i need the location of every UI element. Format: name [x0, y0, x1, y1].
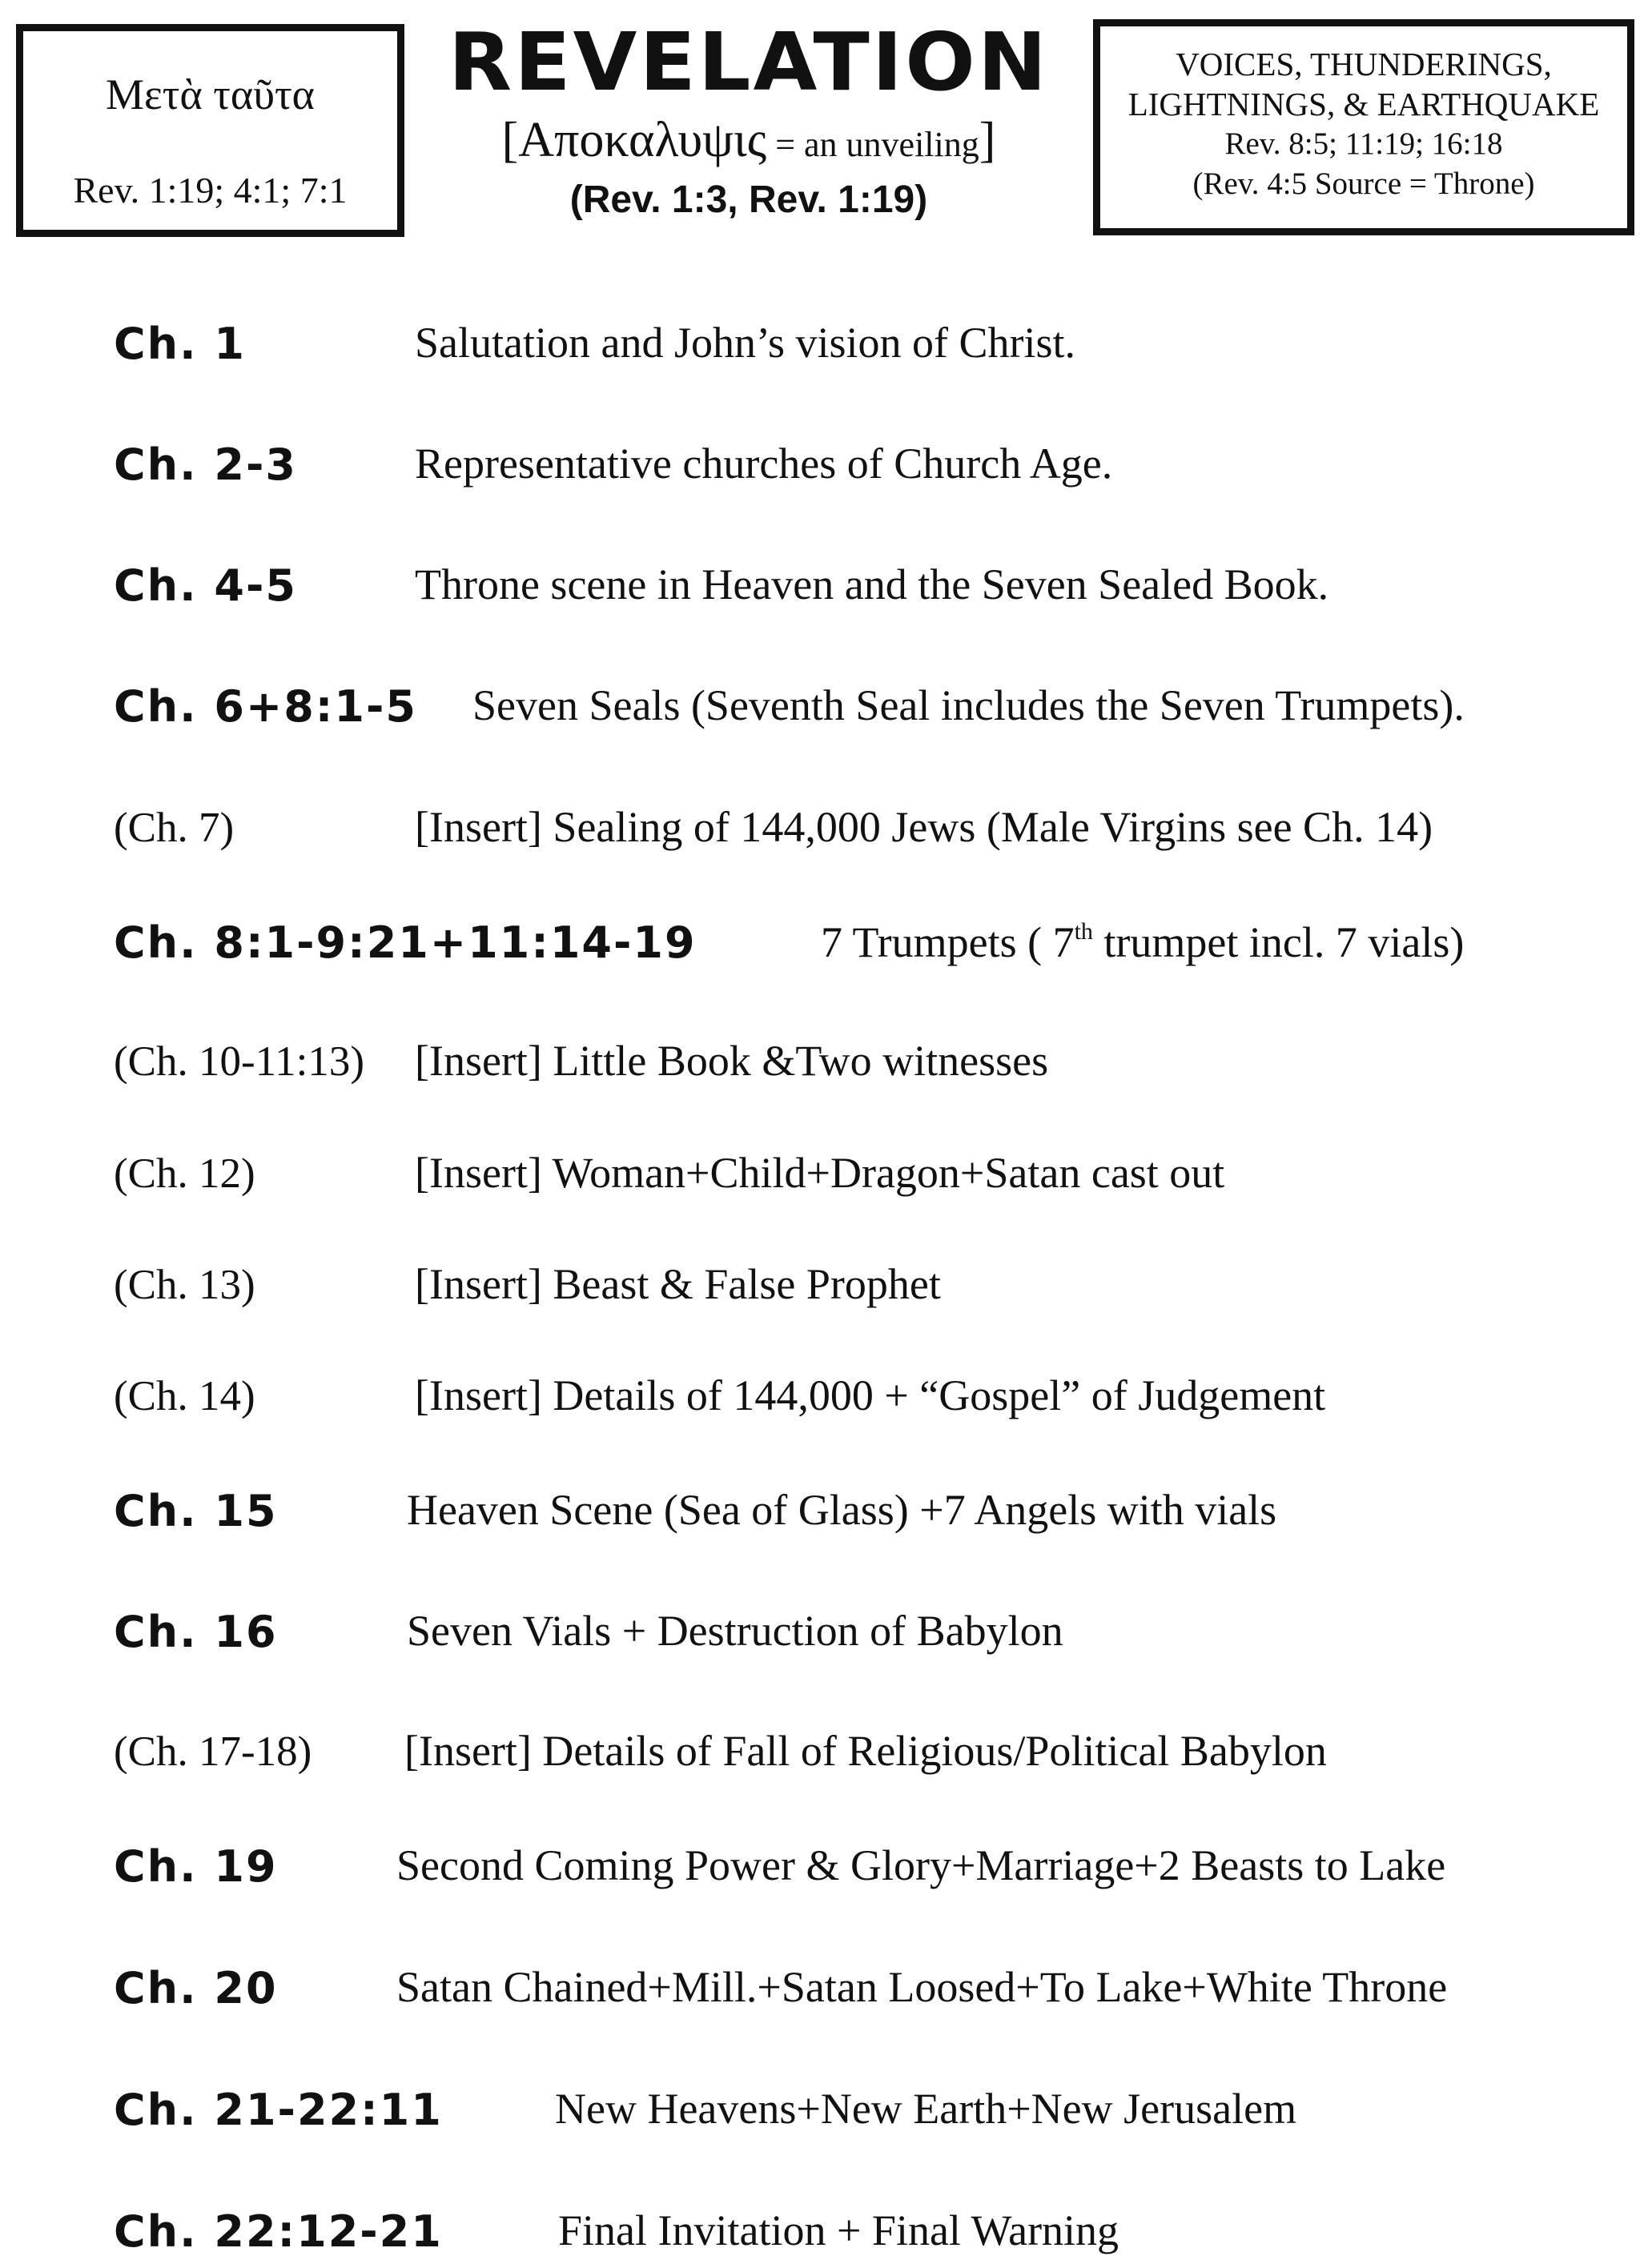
right-box-line-4: (Rev. 4:5 Source = Throne) — [1192, 167, 1535, 201]
outline-row — [0, 679, 1652, 743]
chapter-description: New Heavens+New Earth+New Jerusalem — [555, 2085, 1297, 2133]
subtitle — [444, 112, 1053, 169]
outline-row — [0, 1483, 1652, 1547]
chapter-description: [Insert] Details of 144,000 + “Gospel” of Judgement — [415, 1371, 1326, 1419]
left-box-references: Rev. 1:19; 4:1; 7:1 — [73, 170, 348, 211]
page-title: REVELATION — [448, 15, 1050, 109]
chapter-label: (Ch. 12) — [114, 1150, 255, 1197]
outline-row — [0, 1146, 1652, 1210]
description-part: trumpet incl. 7 vials) — [1092, 918, 1465, 966]
chapter-label: Ch. 20 — [114, 1963, 278, 2013]
chapter-label: (Ch. 7) — [114, 805, 235, 851]
title-references: (Rev. 1:3, Rev. 1:19) — [569, 179, 928, 221]
chapter-label: Ch. 19 — [114, 1841, 278, 1892]
right-box-line-3: Rev. 8:5; 11:19; 16:18 — [1224, 126, 1503, 161]
chapter-description: Final Invitation + Final Warning — [558, 2206, 1119, 2254]
description-part: 7 Trumpets ( 7 — [821, 918, 1075, 966]
outline-row — [0, 801, 1652, 865]
outline-row — [0, 1961, 1652, 2025]
outline-row — [0, 316, 1652, 380]
chapter-label: Ch. 4-5 — [114, 560, 297, 611]
outline-row — [0, 1369, 1652, 1433]
chapter-label: Ch. 1 — [114, 319, 246, 369]
outline-row — [0, 1604, 1652, 1668]
outline-row — [0, 1839, 1652, 1903]
chapter-description: [Insert] Beast & False Prophet — [415, 1260, 941, 1308]
chapter-description: Salutation and John’s vision of Christ. — [415, 319, 1076, 367]
subtitle-meaning: = an unveiling — [766, 125, 979, 164]
header-left-box — [16, 24, 404, 237]
chapter-description: [Insert] Details of Fall of Religious/Political Babylon — [404, 1727, 1327, 1775]
chapter-description: [Insert] Little Book &Two witnesses — [415, 1037, 1049, 1085]
chapter-label: Ch. 6+8:1-5 — [114, 681, 417, 732]
chapter-label: (Ch. 14) — [114, 1373, 255, 1419]
chapter-description: Seven Vials + Destruction of Babylon — [407, 1607, 1063, 1655]
chapter-description: Seven Seals (Seventh Seal includes the Seven Trumpets). — [472, 681, 1465, 729]
subtitle-close-bracket: ] — [979, 113, 996, 167]
chapter-label: Ch. 15 — [114, 1486, 278, 1536]
outline-row — [0, 1724, 1652, 1788]
subtitle-greek-word: Αποκαλυψις — [518, 113, 767, 167]
outline-row — [0, 437, 1652, 501]
outline-row — [0, 915, 1652, 979]
subtitle-open-bracket: [ — [501, 113, 519, 167]
chapter-description: Satan Chained+Mill.+Satan Loosed+To Lake+White Throne — [396, 1963, 1448, 2011]
chapter-label: Ch. 16 — [114, 1607, 278, 1657]
greek-phrase: Μετὰ ταῦτα — [106, 70, 315, 118]
chapter-description: [Insert] Sealing of 144,000 Jews (Male Virgins see Ch. 14) — [415, 803, 1433, 851]
chapter-label: Ch. 8:1-9:21+11:14-19 — [114, 917, 697, 968]
outline-row — [0, 1034, 1652, 1098]
right-box-line-1: VOICES, THUNDERINGS, — [1176, 46, 1552, 82]
chapter-label: (Ch. 13) — [114, 1262, 255, 1308]
chapter-description: Heaven Scene (Sea of Glass) +7 Angels with vials — [407, 1486, 1277, 1534]
chapter-label: (Ch. 17-18) — [114, 1728, 312, 1775]
right-box-line-2: LIGHTNINGS, & EARTHQUAKE — [1127, 86, 1600, 122]
chapter-label: Ch. 2-3 — [114, 440, 297, 490]
chapter-description — [821, 920, 1464, 964]
chapter-description: Throne scene in Heaven and the Seven Sealed Book. — [415, 560, 1329, 608]
outline-row — [0, 2204, 1652, 2268]
outline-row — [0, 2082, 1652, 2146]
chapter-label: (Ch. 10-11:13) — [114, 1038, 365, 1085]
header-right-box — [1093, 19, 1634, 235]
outline-row — [0, 1258, 1652, 1322]
ordinal-suffix: th — [1074, 918, 1093, 945]
chapter-label: Ch. 21-22:11 — [114, 2085, 443, 2135]
chapter-description: Representative churches of Church Age. — [415, 440, 1113, 488]
chapter-label: Ch. 22:12-21 — [114, 2206, 443, 2257]
outline-row — [0, 558, 1652, 622]
chapter-description: [Insert] Woman+Child+Dragon+Satan cast out — [415, 1149, 1225, 1197]
chapter-description: Second Coming Power & Glory+Marriage+2 Beasts to Lake — [396, 1841, 1446, 1889]
